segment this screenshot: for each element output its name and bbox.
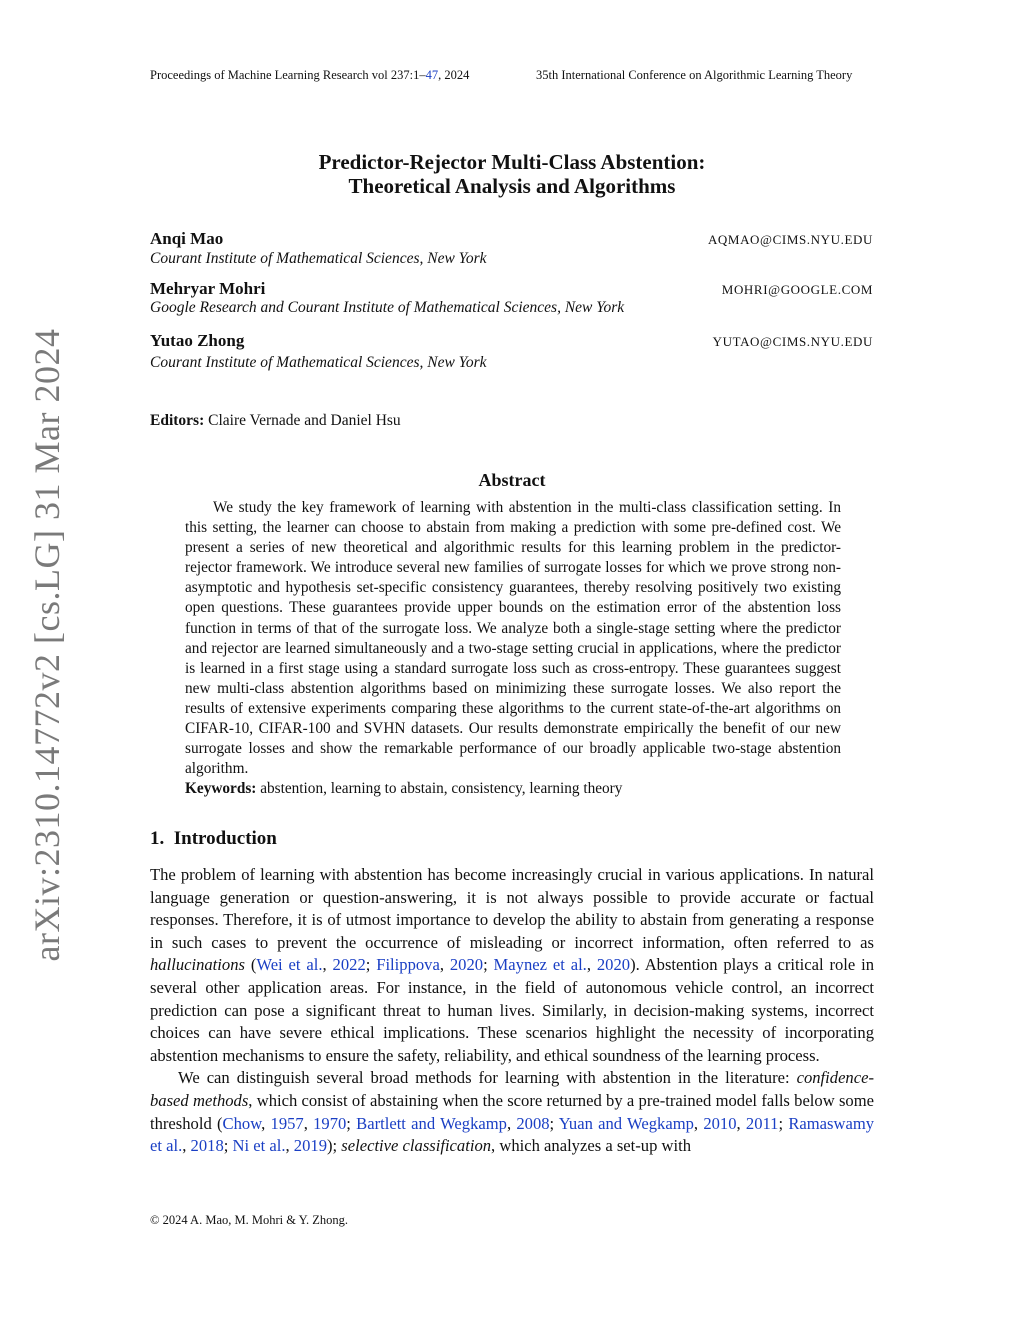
- citation-link[interactable]: Yuan and Wegkamp: [558, 1113, 694, 1133]
- citation-link[interactable]: Chow: [222, 1113, 262, 1133]
- paragraph: We can distinguish several broad methods for learning with abstention in the literature: confidence-based methods, which consist of abstaining when the score returned by a pre-trained model falls below some threshold (Chow, 1957, 1970; Bartlett and Wegkamp, 2008; Yuan and Wegkamp, 2010, 2011; Ramaswamy et al., 2018; Ni et al., 2019); selective classification, which analyzes a set-up with: [150, 1068, 875, 1156]
- author-email: AQMAO@CIMS.NYU.EDU: [707, 232, 873, 247]
- abstract-body: We study the key framework of learning with abstention in the multi-class classification setting. In this setting, the learner can choose to abstain from making a prediction with some pre-defined cost. We present a series of new theoretical and algorithmic results for this learning problem in the predictor-rejector framework. We introduce several new families of surrogate losses for which we prove strong non-asymptotic and hypothesis set-specific consistency guarantees, thereby resolving positively two existing open questions. These guarantees provide upper bounds on the estimation error of the abstention loss function in terms of that of the surrogate loss. We analyze both a single-stage setting where the predictor and rejector are learned simultaneously and a two-stage setting crucial in applications, where the predictor is learned in a first stage using a standard surrogate loss such as cross-entropy. These guarantees suggest new multi-class abstention algorithms based on minimizing these surrogate losses. We also report the results of extensive experiments comparing these algorithms to the current state-of-the-art algorithms on CIFAR-10, CIFAR-100 and SVHN datasets. Our results demonstrate empirically the benefit of our new surrogate losses and show the remarkable performance of our broadly applicable two-stage abstention algorithm.: [185, 499, 841, 778]
- citation-link[interactable]: 2020: [449, 955, 484, 975]
- citation-link[interactable]: 2008: [516, 1113, 550, 1133]
- citation-link[interactable]: Filippova: [376, 955, 440, 975]
- author-affiliation: Courant Institute of Mathematical Sciences, New York: [150, 250, 487, 267]
- citation-link[interactable]: 2011: [745, 1113, 779, 1133]
- citation-link[interactable]: Maynez et al.: [493, 955, 587, 975]
- citation-link[interactable]: 1957: [270, 1113, 304, 1133]
- author-email: MOHRI@GOOGLE.COM: [721, 282, 873, 297]
- paper-title: Predictor-Rejector Multi-Class Abstention: Theoretical Analysis and Algorithms: [318, 150, 706, 198]
- citation-link[interactable]: 2018: [190, 1136, 224, 1156]
- citation-link[interactable]: Bartlett and Wegkamp: [356, 1113, 507, 1133]
- author-affiliation: Google Research and Courant Institute of Mathematical Sciences, New York: [150, 299, 625, 316]
- author-name: Anqi Mao: [150, 229, 224, 248]
- author-name: Yutao Zhong: [150, 331, 245, 350]
- author-affiliation: Courant Institute of Mathematical Sciences, New York: [150, 354, 487, 371]
- copyright-footer: © 2024 A. Mao, M. Mohri & Y. Zhong.: [150, 1213, 349, 1227]
- section-heading: 1. Introduction: [150, 828, 277, 849]
- running-header-right: 35th International Conference on Algorithmic Learning Theory: [536, 68, 853, 82]
- paragraph: The problem of learning with abstention has become increasingly crucial in various applications. In natural language generation or question-answering, it is not always possible to provide accurate or factual responses. Therefore, it is of utmost importance to develop the ability to abstain from generating a response in such cases to prevent the occurrence of misleading or incorrect information, often referred to as hallucinations (Wei et al., 2022; Filippova, 2020; Maynez et al., 2020). Abstention plays a critical role in several other application areas. For instance, in the field of autonomous vehicle control, an incorrect prediction can pose a significant threat to human lives. Similarly, in decision-making systems, incorrect choices can have severe ethical implications. These scenarios highlight the necessity of incorporating abstention mechanisms to ensure the safety, reliability, and ethical soundness of the learning process.: [150, 865, 875, 1065]
- introduction-body: [150, 864, 874, 1158]
- citation-link[interactable]: Wei et al.: [256, 955, 323, 975]
- author-name: Mehryar Mohri: [150, 279, 266, 298]
- citation-link[interactable]: 2020: [596, 955, 631, 975]
- citation-link[interactable]: 2019: [293, 1136, 327, 1156]
- keywords-line: Keywords: abstention, learning to abstain, consistency, learning theory: [185, 780, 623, 797]
- page-range-link[interactable]: 47: [425, 68, 439, 82]
- arxiv-stamp: arXiv:2310.14772v2 [cs.LG] 31 Mar 2024: [27, 328, 67, 962]
- citation-link[interactable]: 2010: [703, 1113, 737, 1133]
- citation-link[interactable]: Ni et al.: [232, 1136, 286, 1156]
- editors-line: Editors: Claire Vernade and Daniel Hsu: [150, 412, 401, 429]
- citation-link[interactable]: 2022: [332, 955, 366, 975]
- citation-link[interactable]: Ramaswamy et al.: [150, 1113, 875, 1156]
- author-email: YUTAO@CIMS.NYU.EDU: [712, 334, 873, 349]
- abstract-heading: Abstract: [478, 470, 546, 490]
- running-header-left: Proceedings of Machine Learning Research vol 237:1–47, 2024: [150, 68, 470, 82]
- citation-link[interactable]: 1970: [313, 1113, 347, 1133]
